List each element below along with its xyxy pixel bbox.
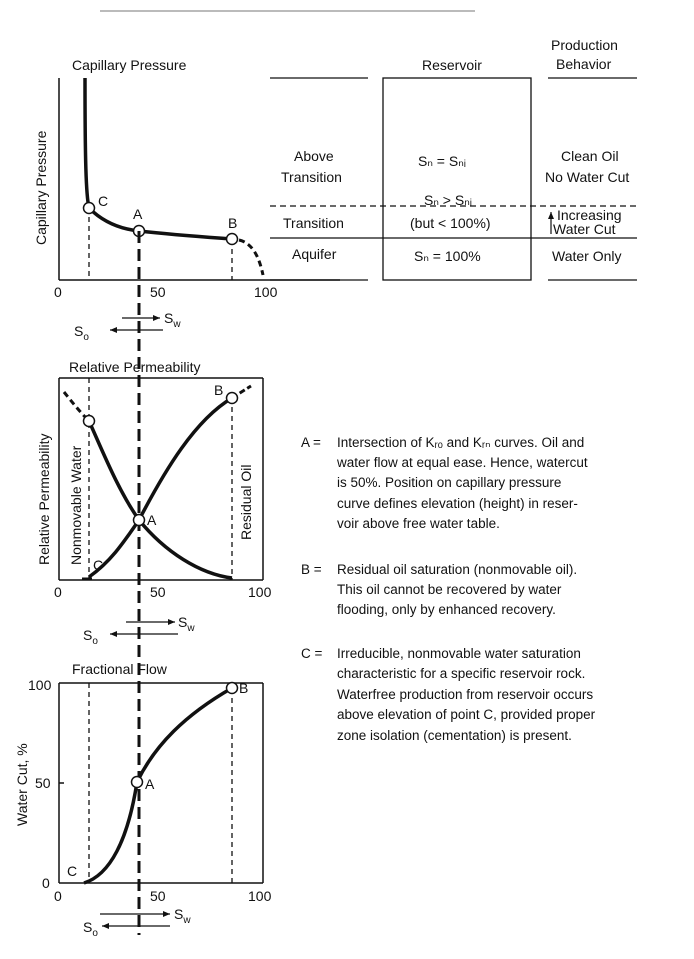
relperm-point-a — [134, 515, 145, 526]
note-b-key: B = — [301, 562, 322, 577]
so-label-2: $S_o$ — [83, 627, 98, 647]
fracflow-xtick-50: 50 — [150, 888, 166, 904]
sw-label-1: $S_w$ — [164, 310, 181, 330]
fracflow-title: Fractional Flow — [72, 661, 167, 677]
production-increasing-2: Water Cut — [553, 221, 616, 237]
col-production-header-2: Behavior — [556, 56, 612, 72]
note-a — [301, 435, 588, 531]
fracflow-ylabel: Water Cut, % — [14, 743, 30, 826]
sw-label-2: $S_w$ — [178, 614, 195, 634]
relperm-zone-nonmovable-water: Nonmovable Water — [68, 445, 84, 565]
production-clean-1: Clean Oil — [561, 148, 619, 164]
note-b — [301, 562, 577, 617]
production-clean-2: No Water Cut — [545, 169, 630, 185]
note-a-line-2: water flow at equal ease. Hence, watercut — [337, 455, 588, 470]
relperm-ylabel: Relative Permeability — [36, 433, 52, 565]
relperm-title: Relative Permeability — [69, 359, 201, 375]
note-c-line-2: characteristic for a specific reservoir rock. — [337, 666, 586, 681]
col-reservoir-header: Reservoir — [422, 57, 482, 73]
relperm-point-b — [227, 393, 238, 404]
fracflow-xtick-0: 0 — [54, 888, 62, 904]
capillary-ylabel: Capillary Pressure — [33, 130, 49, 245]
capillary-curve-dashed-tail — [239, 240, 263, 275]
fracflow-curve — [84, 688, 232, 883]
relperm-xtick-50: 50 — [150, 584, 166, 600]
fracflow-ytick-50: 50 — [35, 775, 51, 791]
note-b-line-3: flooding, only by enhanced recovery. — [337, 602, 556, 617]
sw-label-3: $S_w$ — [174, 906, 191, 926]
relperm-label-b: B — [214, 382, 224, 398]
reservoir-transition-note: (but < 100%) — [410, 215, 491, 231]
krw-curve — [89, 398, 232, 577]
fracflow-point-b — [227, 683, 238, 694]
reservoir-above-eq: Sₙ = Sₙᵢ — [418, 153, 466, 169]
capillary-label-a: A — [133, 206, 143, 222]
kro-curve — [89, 421, 232, 578]
note-c-key: C = — [301, 646, 323, 661]
fracflow-label-c: C — [67, 863, 78, 879]
fracflow-xtick-100: 100 — [248, 888, 272, 904]
fracflow-ytick-0: 0 — [42, 875, 50, 891]
so-label-1: $S_o$ — [74, 323, 89, 343]
relperm-point-kro-start — [84, 416, 95, 427]
capillary-label-b: B — [228, 215, 238, 231]
note-a-line-4: curve defines elevation (height) in reser- — [337, 496, 578, 511]
note-c-line-5: zone isolation (cementation) is present. — [337, 728, 572, 743]
fracflow-label-b: B — [239, 680, 249, 696]
note-a-line-3: is 50%. Position on capillary pressure — [337, 475, 562, 490]
relperm-zone-residual-oil: Residual Oil — [238, 464, 254, 540]
note-a-line-1: Intersection of Kᵣₒ and Kᵣₙ curves. Oil and — [337, 435, 585, 450]
reservoir-transition-eq: Sₙ > Sₙᵢ — [424, 192, 472, 208]
note-b-line-1: Residual oil saturation (nonmovable oil). — [337, 562, 578, 577]
note-b-line-2: This oil cannot be recovered by water — [337, 582, 562, 597]
note-a-key: A = — [301, 435, 321, 450]
note-c-line-4: above elevation of point C, provided proper — [337, 707, 596, 722]
zone-transition: Transition — [283, 215, 344, 231]
col-production-header-1: Production — [551, 37, 618, 53]
capillary-point-c — [84, 203, 95, 214]
zone-aquifer: Aquifer — [292, 246, 337, 262]
capillary-title: Capillary Pressure — [72, 57, 187, 73]
relperm-xtick-0: 0 — [54, 584, 62, 600]
capillary-xtick-50: 50 — [150, 284, 166, 300]
relperm-label-c: C — [93, 557, 104, 573]
zone-above-1: Above — [294, 148, 334, 164]
fracflow-ytick-100: 100 — [28, 677, 52, 693]
capillary-xtick-0: 0 — [54, 284, 62, 300]
fracflow-label-a: A — [145, 776, 155, 792]
relperm-label-a: A — [147, 512, 157, 528]
production-increasing-1: Increasing — [557, 207, 622, 223]
relperm-xtick-100: 100 — [248, 584, 272, 600]
note-c-line-1: Irreducible, nonmovable water saturation — [337, 646, 581, 661]
capillary-point-b — [227, 234, 238, 245]
so-label-3: $S_o$ — [83, 919, 98, 939]
fracflow-point-a — [132, 777, 143, 788]
zone-above-2: Transition — [281, 169, 342, 185]
capillary-label-c: C — [98, 193, 109, 209]
note-c — [301, 646, 596, 743]
production-water-only: Water Only — [552, 248, 622, 264]
note-a-line-5: voir above free water table. — [337, 516, 500, 531]
reservoir-aquifer-eq: Sₙ = 100% — [414, 248, 481, 264]
capillary-xtick-100: 100 — [254, 284, 278, 300]
note-c-line-3: Waterfree production from reservoir occurs — [337, 687, 594, 702]
capillary-curve — [85, 78, 232, 239]
